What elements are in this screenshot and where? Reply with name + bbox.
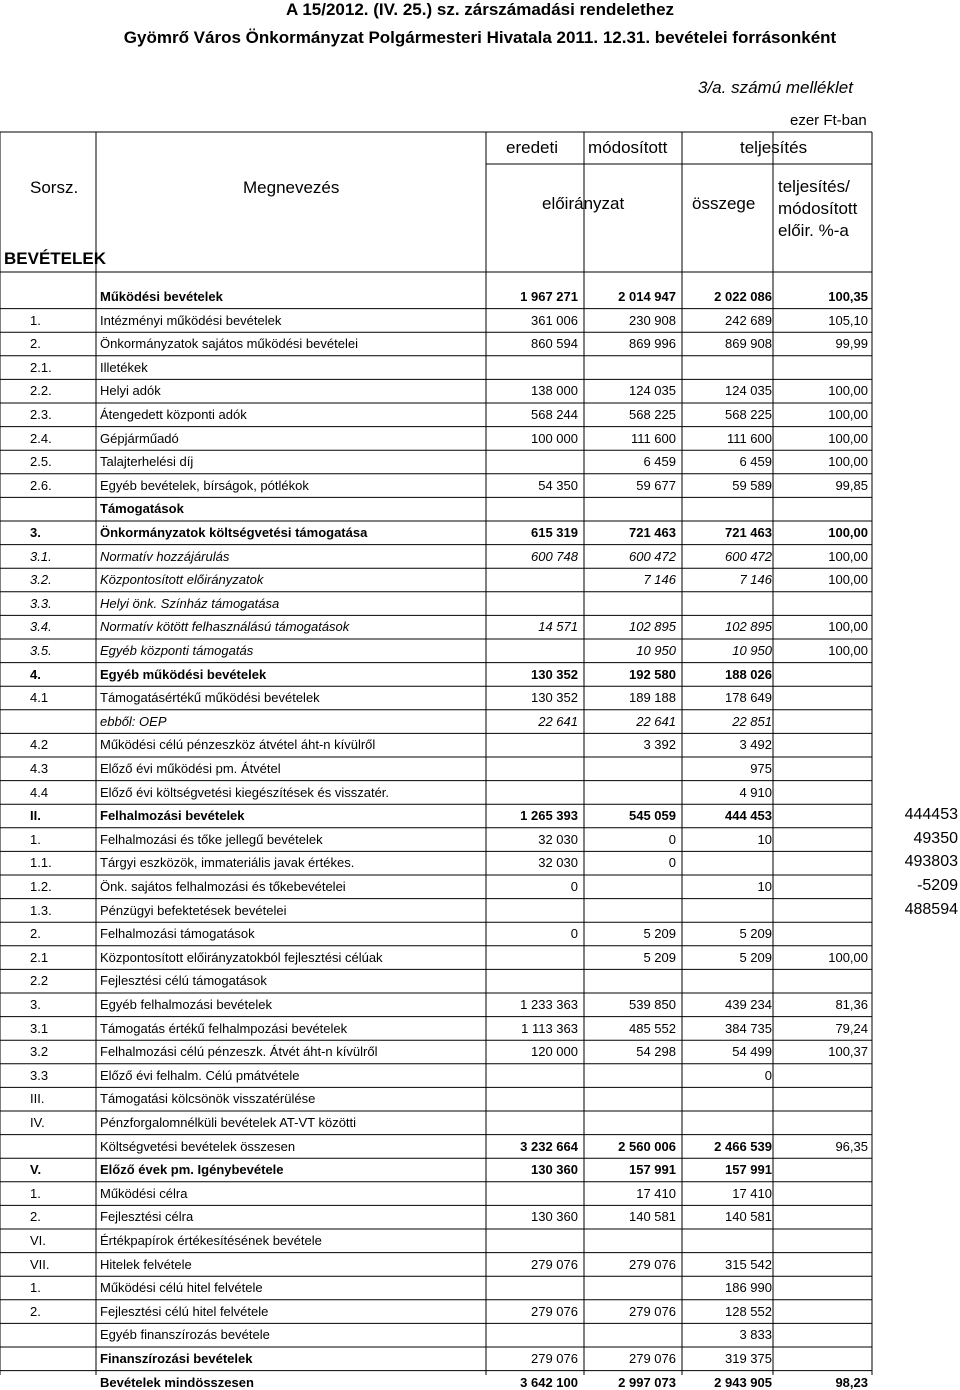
row-number: 3.1 <box>30 1020 49 1036</box>
row-label: Önkormányzatok sajátos működési bevételei <box>100 336 358 352</box>
actual-amount: 157 991 <box>725 1162 772 1178</box>
unit-label: ezer Ft-ban <box>790 112 867 129</box>
row-number: 1. <box>30 1280 41 1296</box>
row-label: Helyi önk. Színház támogatása <box>100 595 280 611</box>
column-header-modositott: módosított <box>588 138 668 157</box>
modified-estimate: 10 950 <box>636 643 676 658</box>
modified-estimate: 568 225 <box>629 407 676 422</box>
row-label: Fejlesztési célú hitel felvétele <box>100 1303 269 1319</box>
margin-note: -5209 <box>917 877 958 894</box>
actual-amount: 4 910 <box>739 784 772 800</box>
row-number: 3.4. <box>30 619 52 635</box>
row-number: 2.4. <box>30 430 52 446</box>
modified-estimate: 102 895 <box>629 619 676 635</box>
actual-amount: 124 035 <box>725 383 772 399</box>
row-number: VI. <box>30 1233 46 1248</box>
row-label: Pénzforgalomnélküli bevételek AT-VT közötti <box>100 1115 357 1130</box>
original-estimate: 130 360 <box>531 1209 578 1225</box>
column-header-sorsz: Sorsz. <box>30 178 79 197</box>
completion-percent: 100,00 <box>828 407 868 422</box>
completion-percent: 100,00 <box>828 383 868 399</box>
row-label: Előző évi működési pm. Átvétel <box>100 761 281 776</box>
column-header-eloiranyzat: előirányzat <box>542 194 625 213</box>
original-estimate: 130 360 <box>531 1162 578 1178</box>
row-number: VII. <box>30 1256 50 1272</box>
modified-estimate: 17 410 <box>636 1185 676 1201</box>
row-number: 4. <box>30 666 41 682</box>
actual-amount: 102 895 <box>725 619 772 635</box>
row-number: 4.4 <box>30 784 49 800</box>
row-number: 2. <box>30 1303 41 1319</box>
completion-percent: 99,99 <box>835 336 868 352</box>
original-estimate: 3 642 100 <box>520 1374 578 1390</box>
original-estimate: 568 244 <box>531 407 578 422</box>
actual-amount: 869 908 <box>725 336 772 352</box>
modified-estimate: 157 991 <box>629 1162 676 1178</box>
completion-percent: 100,00 <box>828 572 868 588</box>
column-header-pct-line1: teljesítés/ <box>778 177 850 196</box>
column-header-teljesites: teljesítés <box>740 138 808 157</box>
column-header-eredeti: eredeti <box>506 138 558 157</box>
row-number: IV. <box>30 1115 45 1130</box>
modified-estimate: 869 996 <box>629 336 676 352</box>
modified-estimate: 7 146 <box>643 572 676 588</box>
completion-percent: 105,10 <box>828 312 868 328</box>
row-number: 2.2 <box>30 973 49 989</box>
column-header-megnevezes: Megnevezés <box>243 178 340 197</box>
row-label: Támogatás értékű felhalmpozási bevételek <box>100 1020 348 1036</box>
actual-amount: 140 581 <box>725 1209 772 1225</box>
row-label: Egyéb felhalmozási bevételek <box>100 997 272 1012</box>
modified-estimate: 5 209 <box>643 926 676 942</box>
actual-amount: 2 466 539 <box>714 1138 772 1154</box>
row-number: 1.3. <box>30 902 52 918</box>
row-label: Működési célú hitel felvétele <box>100 1280 263 1296</box>
original-estimate: 3 232 664 <box>520 1138 578 1154</box>
modified-estimate: 2 560 006 <box>618 1138 676 1154</box>
completion-percent: 100,00 <box>828 430 868 446</box>
modified-estimate: 230 908 <box>629 312 676 328</box>
row-number: 2.3. <box>30 407 52 422</box>
row-label: Egyéb működési bevételek <box>100 666 267 682</box>
actual-amount: 111 600 <box>726 430 772 446</box>
row-label: Felhalmozási és tőke jellegű bevételek <box>100 831 323 847</box>
column-header-osszege: összege <box>692 194 756 213</box>
completion-percent: 100,37 <box>828 1044 868 1060</box>
actual-amount: 7 146 <box>739 572 772 588</box>
document-title-line1: A 15/2012. (IV. 25.) sz. zárszámadási rendelethez <box>285 0 675 19</box>
row-label: Támogatási kölcsönök visszatérülése <box>100 1091 316 1107</box>
completion-percent: 79,24 <box>835 1020 868 1036</box>
actual-amount: 384 735 <box>725 1020 772 1036</box>
actual-amount: 568 225 <box>725 407 772 422</box>
row-number: 3. <box>30 997 41 1012</box>
row-number: 3. <box>30 525 41 540</box>
modified-estimate: 600 472 <box>629 548 676 564</box>
row-label: Egyéb központi támogatás <box>100 643 254 658</box>
completion-percent: 100,00 <box>828 548 868 564</box>
row-number: 1. <box>30 312 41 328</box>
actual-amount: 22 851 <box>732 713 772 729</box>
row-label: Talajterhelési díj <box>100 454 194 470</box>
original-estimate: 600 748 <box>531 548 578 564</box>
modified-estimate: 0 <box>668 855 676 871</box>
modified-estimate: 279 076 <box>629 1351 676 1366</box>
row-label: Előző évek pm. Igénybevétele <box>100 1162 284 1178</box>
row-label: Gépjárműadó <box>100 430 179 446</box>
original-estimate: 130 352 <box>531 666 578 682</box>
row-label: Tárgyi eszközök, immateriális javak értékes. <box>100 855 355 871</box>
original-estimate: 361 006 <box>531 312 578 328</box>
row-label: Egyéb finanszírozás bevétele <box>100 1327 270 1343</box>
row-number: 2.2. <box>30 383 52 399</box>
row-number: 3.1. <box>30 548 52 564</box>
modified-estimate: 124 035 <box>629 383 676 399</box>
row-label: Értékpapírok értékesítésének bevétele <box>100 1233 322 1248</box>
actual-amount: 600 472 <box>725 548 772 564</box>
actual-amount: 54 499 <box>732 1044 772 1060</box>
completion-percent: 100,00 <box>828 454 868 470</box>
original-estimate: 1 233 363 <box>520 997 578 1012</box>
original-estimate: 130 352 <box>531 690 578 706</box>
row-label: Előző évi felhalm. Célú pmátvétele <box>100 1067 300 1083</box>
actual-amount: 2 022 086 <box>714 289 772 304</box>
annex-label: 3/a. számú melléklet <box>698 78 853 97</box>
original-estimate: 32 030 <box>538 831 578 847</box>
modified-estimate: 721 463 <box>629 525 676 540</box>
row-label: Előző évi költségvetési kiegészítések és visszatér. <box>100 784 390 800</box>
row-number: 3.2 <box>30 1044 49 1060</box>
row-number: 2.5. <box>30 454 52 470</box>
row-label: Felhalmozási támogatások <box>100 926 255 942</box>
actual-amount: 128 552 <box>725 1303 772 1319</box>
actual-amount: 975 <box>750 761 772 776</box>
actual-amount: 10 950 <box>732 643 772 658</box>
actual-amount: 721 463 <box>725 525 772 540</box>
row-number: V. <box>30 1162 42 1178</box>
original-estimate: 1 967 271 <box>520 289 578 304</box>
original-estimate: 14 571 <box>538 619 578 635</box>
original-estimate: 100 000 <box>531 430 578 446</box>
original-estimate: 54 350 <box>538 477 578 493</box>
actual-amount: 3 492 <box>739 737 772 753</box>
row-number: 3.5. <box>30 643 52 658</box>
original-estimate: 22 641 <box>538 713 578 729</box>
row-label: Fejlesztési célú támogatások <box>100 973 267 989</box>
modified-estimate: 59 677 <box>636 477 676 493</box>
actual-amount: 188 026 <box>725 666 772 682</box>
actual-amount: 59 589 <box>732 477 772 493</box>
row-label: Finanszírozási bevételek <box>100 1351 253 1366</box>
row-label: Központosított előirányzatok <box>100 572 264 588</box>
original-estimate: 1 113 363 <box>521 1020 578 1036</box>
margin-note: 488594 <box>904 900 958 918</box>
row-label: Működési célú pénzeszköz átvétel áht-n kívülről <box>100 737 376 753</box>
original-estimate: 120 000 <box>531 1044 578 1060</box>
modified-estimate: 22 641 <box>636 713 676 729</box>
row-number: 1. <box>30 831 41 847</box>
modified-estimate: 5 209 <box>643 949 676 965</box>
modified-estimate: 545 059 <box>629 808 676 824</box>
row-number: III. <box>30 1091 45 1107</box>
row-number: 4.1 <box>30 690 49 706</box>
row-label: Működési célra <box>100 1185 188 1201</box>
modified-estimate: 0 <box>668 831 676 847</box>
row-label: Önkormányzatok költségvetési támogatása <box>100 525 368 540</box>
row-number: 2. <box>30 1209 41 1225</box>
row-number: 3.3 <box>30 1067 49 1083</box>
modified-estimate: 279 076 <box>629 1256 676 1272</box>
row-label: Működési bevételek <box>100 289 223 304</box>
row-number: 2. <box>30 926 41 942</box>
original-estimate: 138 000 <box>531 383 578 399</box>
row-label: Normatív hozzájárulás <box>100 548 230 564</box>
row-number: 1.2. <box>30 879 52 894</box>
completion-percent: 96,35 <box>835 1138 868 1154</box>
row-label: Költségvetési bevételek összesen <box>100 1138 296 1154</box>
completion-percent: 99,85 <box>835 477 868 493</box>
row-label: Normatív kötött felhasználású támogatások <box>100 619 350 635</box>
row-label: Egyéb bevételek, bírságok, pótlékok <box>100 477 309 493</box>
modified-estimate: 2 014 947 <box>618 289 676 304</box>
row-number: 3.2. <box>30 572 52 588</box>
margin-note: 493803 <box>904 853 958 871</box>
column-header-pct-line3: előir. %-a <box>778 221 849 240</box>
section-label: BEVÉTELEK <box>4 249 107 268</box>
actual-amount: 10 <box>757 831 772 847</box>
row-number: 4.2 <box>30 737 49 753</box>
margin-note: 49350 <box>913 829 958 847</box>
original-estimate: 0 <box>570 879 578 894</box>
original-estimate: 279 076 <box>531 1303 578 1319</box>
completion-percent: 100,00 <box>828 643 868 658</box>
completion-percent: 100,00 <box>828 619 868 635</box>
actual-amount: 6 459 <box>739 454 772 470</box>
original-estimate: 860 594 <box>531 336 578 352</box>
original-estimate: 279 076 <box>531 1256 578 1272</box>
modified-estimate: 192 580 <box>629 666 676 682</box>
row-label: Felhalmozási bevételek <box>100 808 245 824</box>
row-label: Központosított előirányzatokból fejlesztési célúak <box>100 949 383 965</box>
actual-amount: 5 209 <box>739 926 772 942</box>
original-estimate: 279 076 <box>531 1351 578 1366</box>
row-label: Pénzügyi befektetések bevételei <box>100 902 287 918</box>
row-label: Bevételek mindösszesen <box>100 1374 254 1390</box>
actual-amount: 319 375 <box>725 1351 772 1366</box>
modified-estimate: 485 552 <box>629 1020 676 1036</box>
actual-amount: 439 234 <box>725 997 772 1012</box>
row-label: ebből: OEP <box>100 713 167 729</box>
modified-estimate: 279 076 <box>629 1303 676 1319</box>
modified-estimate: 3 392 <box>643 737 676 753</box>
document-title-line2: Gyömrő Város Önkormányzat Polgármesteri Hivatala 2011. 12.31. bevételei forrásonként <box>123 28 837 47</box>
row-label: Átengedett központi adók <box>100 407 247 422</box>
row-number: 1.1. <box>30 855 52 871</box>
row-number: 3.3. <box>30 595 52 611</box>
row-label: Fejlesztési célra <box>100 1209 194 1225</box>
actual-amount: 0 <box>764 1067 772 1083</box>
actual-amount: 17 410 <box>732 1185 772 1201</box>
column-header-pct-line2: módosított <box>778 199 858 218</box>
modified-estimate: 111 600 <box>630 430 676 446</box>
row-number: II. <box>30 808 41 824</box>
row-number: 4.3 <box>30 761 49 776</box>
row-label: Helyi adók <box>100 383 161 399</box>
completion-percent: 81,36 <box>835 997 868 1012</box>
row-number: 1. <box>30 1185 41 1201</box>
actual-amount: 242 689 <box>725 312 772 328</box>
row-label: Intézményi működési bevételek <box>100 312 282 328</box>
row-label: Támogatásértékű működési bevételek <box>100 690 320 706</box>
row-number: 2. <box>30 336 41 352</box>
completion-percent: 100,35 <box>828 289 868 304</box>
modified-estimate: 539 850 <box>629 997 676 1012</box>
actual-amount: 315 542 <box>725 1256 772 1272</box>
actual-amount: 186 990 <box>725 1280 772 1296</box>
row-label: Illetékek <box>100 359 148 375</box>
modified-estimate: 6 459 <box>643 454 676 470</box>
row-label: Felhalmozási célú pénzeszk. Átvét áht-n kívülről <box>100 1044 378 1060</box>
actual-amount: 2 943 905 <box>714 1374 772 1390</box>
original-estimate: 615 319 <box>531 525 578 540</box>
actual-amount: 10 <box>757 879 772 894</box>
row-number: 2.6. <box>30 477 52 493</box>
actual-amount: 5 209 <box>739 949 772 965</box>
row-number: 2.1 <box>30 949 49 965</box>
actual-amount: 3 833 <box>739 1327 772 1343</box>
row-number: 2.1. <box>30 359 52 375</box>
row-label: Hitelek felvétele <box>100 1256 192 1272</box>
row-label: Önk. sajátos felhalmozási és tőkebevételei <box>100 879 346 894</box>
modified-estimate: 189 188 <box>629 690 676 706</box>
actual-amount: 178 649 <box>725 690 772 706</box>
original-estimate: 32 030 <box>538 855 578 871</box>
original-estimate: 0 <box>570 926 578 942</box>
actual-amount: 444 453 <box>725 808 772 824</box>
completion-percent: 98,23 <box>835 1374 868 1390</box>
original-estimate: 1 265 393 <box>520 808 578 824</box>
modified-estimate: 54 298 <box>636 1044 676 1060</box>
row-label: Támogatások <box>100 501 184 517</box>
margin-note: 444453 <box>904 806 958 824</box>
completion-percent: 100,00 <box>828 949 868 965</box>
completion-percent: 100,00 <box>828 525 868 540</box>
modified-estimate: 2 997 073 <box>618 1374 676 1390</box>
modified-estimate: 140 581 <box>629 1209 676 1225</box>
